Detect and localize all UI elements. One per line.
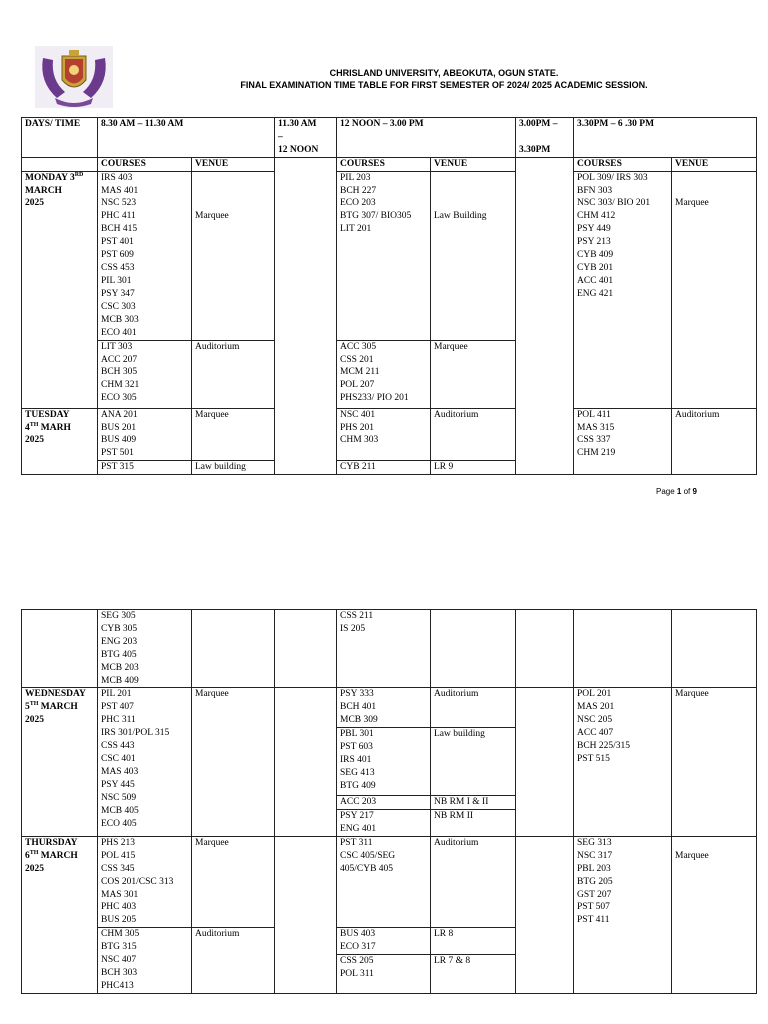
course-code: BUS 409 (101, 435, 137, 446)
venue-cell: LR 8 (431, 928, 516, 955)
venue-cell: Auditorium (672, 408, 757, 475)
course-list (98, 171, 192, 340)
venue-cell: Auditorium (192, 340, 275, 408)
course-code: CSS 201 (340, 354, 374, 365)
course-code: PST 603 (340, 742, 373, 753)
course-code: MAS 401 (101, 185, 139, 196)
course-code: PSY 445 (101, 779, 135, 790)
course-code: PST 609 (101, 250, 134, 261)
course-code: ECO 203 (340, 198, 376, 209)
course-code: PST 507 (577, 902, 610, 913)
course-code: POL 309/ IRS 303 (577, 172, 648, 183)
course-code: CHM 303 (340, 435, 379, 446)
break2-column (516, 688, 574, 836)
course-code: PSY 217 (340, 811, 374, 822)
venue-cell: Auditorium (431, 408, 516, 461)
course-code: ACC 401 (577, 275, 614, 286)
course-code: PSY 213 (577, 237, 611, 248)
course-code: MCB 309 (340, 715, 378, 726)
course-code: IS 205 (340, 623, 366, 634)
course-list (574, 688, 672, 836)
university-crest-logo (35, 46, 113, 108)
course-code: PHC413 (101, 980, 134, 991)
course-list (98, 408, 192, 461)
break1-header: 11.30 AM – 12 NOON (275, 118, 337, 158)
course-code: NSC 509 (101, 792, 137, 803)
day-tuesday: TUESDAY 4TH MARH 2025 (22, 408, 98, 475)
course-code: LIT 303 (101, 341, 133, 352)
venue-cell: Law building (431, 728, 516, 796)
course-code: MAS 301 (101, 889, 139, 900)
break2-header: 3.00PM – 3.30PM (516, 118, 574, 158)
course-code: ANA 201 (101, 409, 138, 420)
course-code: ECO 401 (101, 327, 137, 338)
course-list (337, 610, 431, 688)
course-code: IRS 401 (340, 754, 372, 765)
course-code: BTG 205 (577, 876, 613, 887)
course-code: PHS 213 (101, 837, 136, 848)
course-list (337, 928, 431, 955)
course-list (337, 955, 431, 994)
course-code: CYB 201 (577, 262, 614, 273)
course-code: PBL 301 (340, 729, 374, 740)
course-code: PBL 203 (577, 863, 611, 874)
days-time-header: DAYS/ TIME (22, 118, 98, 158)
course-code: BCH 415 (101, 224, 138, 235)
course-code: MAS 315 (577, 422, 615, 433)
course-code: CSS 211 (340, 611, 374, 621)
course-code: ENG 203 (101, 636, 138, 647)
course-code: COS 201/CSC 313 (101, 876, 174, 887)
subheader-row (22, 157, 757, 171)
course-code: ECO 317 (340, 942, 376, 953)
course-code: BFN 303 (577, 185, 613, 196)
course-code: PIL 301 (101, 275, 132, 286)
break1-column (275, 157, 337, 474)
course-code: CSS 453 (101, 262, 135, 273)
venue-cell: Auditorium (431, 836, 516, 927)
venue-cell: Marquee (192, 836, 275, 927)
venue-cell: Marquee (192, 408, 275, 461)
course-code: BCH 305 (101, 367, 138, 378)
course-code: BTG 409 (340, 780, 376, 791)
course-code: LIT 201 (340, 224, 372, 235)
course-code: IRS 403 (101, 172, 133, 183)
course-code: BTG 315 (101, 942, 137, 953)
course-code: ACC 305 (340, 341, 377, 352)
continuation-row (22, 610, 757, 688)
course-code: ENG 421 (577, 288, 614, 299)
course-code: SEG 313 (577, 837, 612, 848)
course-code: NSC 523 (101, 198, 137, 209)
course-code: BCH 401 (340, 702, 377, 713)
course-code: PHC 411 (101, 211, 136, 222)
venue-cell: Law Building (431, 171, 516, 340)
course-code: MCB 303 (101, 314, 139, 325)
venue-cell: Marquee (672, 171, 757, 408)
course-code: BUS 403 (340, 929, 376, 940)
course-code: BCH 227 (340, 185, 377, 196)
wednesday-row-a (22, 688, 757, 728)
course-code: POL 311 (340, 968, 374, 979)
course-code: CSC 303 (101, 301, 136, 312)
venue-cell: LR 9 (431, 461, 516, 475)
slot2-header: 12 NOON – 3.00 PM (337, 118, 516, 158)
course-code: PSY 449 (577, 224, 611, 235)
course-code: CHM 305 (101, 929, 140, 940)
course-code: PST 401 (101, 237, 134, 248)
tuesday-row-a (22, 408, 757, 461)
course-code: CYB 305 (101, 623, 138, 634)
course-list (98, 688, 192, 836)
course-code: BUS 201 (101, 422, 137, 433)
course-code: MCB 405 (101, 805, 139, 816)
day-wednesday: WEDNESDAY 5TH MARCH 2025 (22, 688, 98, 836)
course-code: CSC 401 (101, 753, 136, 764)
course-code: CHM 412 (577, 211, 616, 222)
break1-column (275, 836, 337, 993)
page-footer: Page 1 of 9 (656, 487, 697, 496)
venue-cell: Auditorium (431, 688, 516, 728)
course-code: BUS 205 (101, 915, 137, 926)
course-list (98, 461, 192, 475)
course-list (337, 340, 431, 408)
course-code: POL 411 (577, 409, 611, 420)
slot3-header: 3.30PM – 6 .30 PM (574, 118, 757, 158)
course-code: SEG 413 (340, 767, 375, 778)
day-thursday: THURSDAY 6TH MARCH 2025 (22, 836, 98, 993)
course-code: NSC 317 (577, 850, 613, 861)
course-code: ENG 401 (340, 823, 377, 834)
course-list (337, 836, 431, 927)
break2-column (516, 157, 574, 474)
course-code: PHS 201 (340, 422, 375, 433)
course-code: CHM 321 (101, 380, 140, 391)
course-code: NSC 303/ BIO 201 (577, 198, 651, 209)
course-list (574, 836, 672, 993)
header-row (22, 118, 757, 158)
course-code: PST 501 (101, 448, 134, 459)
course-code: POL 201 (577, 689, 612, 700)
course-code: MCM 211 (340, 367, 380, 378)
break1-column (275, 688, 337, 836)
course-list (337, 796, 431, 810)
course-code: PSY 347 (101, 288, 135, 299)
course-code: POL 415 (101, 850, 136, 861)
course-code: CYB 409 (577, 250, 614, 261)
course-list (337, 728, 431, 796)
course-code: PST 315 (101, 462, 134, 473)
course-code: PIL 201 (101, 689, 132, 700)
course-code: CSS 337 (577, 435, 611, 446)
course-code: BTG 307/ BIO305 (340, 211, 412, 222)
course-code: MCB 409 (101, 675, 139, 686)
course-code: ACC 207 (101, 354, 138, 365)
course-code: ECO 405 (101, 818, 137, 829)
course-code: IRS 301/POL 315 (101, 728, 170, 739)
venue-header: VENUE (431, 157, 516, 171)
course-code: NSC 407 (101, 955, 137, 966)
courses-header: COURSES (98, 157, 192, 171)
course-code: CHM 219 (577, 448, 616, 459)
course-code: POL 207 (340, 380, 375, 391)
venue-cell: Auditorium (192, 928, 275, 994)
course-list (98, 928, 192, 994)
course-list (98, 340, 192, 408)
course-code: BCH 225/315 (577, 741, 631, 752)
course-code: SEG 305 (101, 611, 136, 621)
course-code: ECO 305 (101, 393, 137, 404)
course-code: PHS233/ PIO 201 (340, 393, 409, 404)
course-list (574, 408, 672, 475)
course-code: NSC 401 (340, 409, 376, 420)
venue-header: VENUE (672, 157, 757, 171)
course-code: NSC 205 (577, 715, 613, 726)
course-code: PHC 403 (101, 902, 137, 913)
courses-header: COURSES (337, 157, 431, 171)
venue-cell: Marquee (672, 688, 757, 836)
course-code: PST 311 (340, 837, 373, 848)
course-code: PST 407 (101, 702, 134, 713)
venue-cell: LR 7 & 8 (431, 955, 516, 994)
course-code: MAS 201 (577, 702, 615, 713)
course-code: BCH 303 (101, 967, 138, 978)
document-header (120, 67, 768, 91)
course-code: CYB 211 (340, 462, 376, 473)
venue-header: VENUE (192, 157, 275, 171)
venue-cell: NB RM I & II (431, 796, 516, 810)
venue-cell: Marquee (192, 688, 275, 836)
course-list (98, 610, 192, 688)
course-code: ACC 407 (577, 728, 614, 739)
break2-column (516, 836, 574, 993)
course-list (337, 408, 431, 461)
course-code: GST 207 (577, 889, 612, 900)
course-code: CSS 345 (101, 863, 135, 874)
course-code: PHC 311 (101, 715, 136, 726)
course-list (574, 171, 672, 408)
course-code: PSY 333 (340, 689, 374, 700)
venue-cell: Marquee (431, 340, 516, 408)
venue-cell: Marquee (192, 171, 275, 340)
course-code: MAS 403 (101, 766, 139, 777)
venue-cell: NB RM II (431, 810, 516, 837)
venue-cell: Marquee (672, 836, 757, 993)
exam-timetable-part-1 (21, 117, 757, 475)
timetable-title: FINAL EXAMINATION TIME TABLE FOR FIRST SEMESTER OF 2024/ 2025 ACADEMIC SESSION. (240, 80, 648, 90)
course-list (98, 836, 192, 927)
course-code: ACC 203 (340, 797, 377, 808)
course-code: 405/CYB 405 (340, 863, 394, 874)
course-list (337, 461, 431, 475)
course-code: BTG 405 (101, 649, 137, 660)
slot1-header: 8.30 AM – 11.30 AM (98, 118, 275, 158)
course-code: PIL 203 (340, 172, 371, 183)
course-code: CSS 205 (340, 956, 374, 967)
day-monday: MONDAY 3RD MARCH 2025 (22, 171, 98, 408)
course-code: PST 515 (577, 753, 610, 764)
course-code: MCB 203 (101, 662, 139, 673)
venue-cell: Law building (192, 461, 275, 475)
courses-header: COURSES (574, 157, 672, 171)
course-list (337, 171, 431, 340)
course-code: PST 411 (577, 915, 610, 926)
course-code: CSC 405/SEG (340, 850, 396, 861)
course-list (337, 688, 431, 728)
exam-timetable-part-2 (21, 609, 757, 994)
university-name: CHRISLAND UNIVERSITY, ABEOKUTA, OGUN STATE. (329, 68, 559, 78)
course-code: CSS 443 (101, 741, 135, 752)
monday-row-a (22, 171, 757, 340)
course-list (337, 810, 431, 837)
thursday-row-a (22, 836, 757, 927)
